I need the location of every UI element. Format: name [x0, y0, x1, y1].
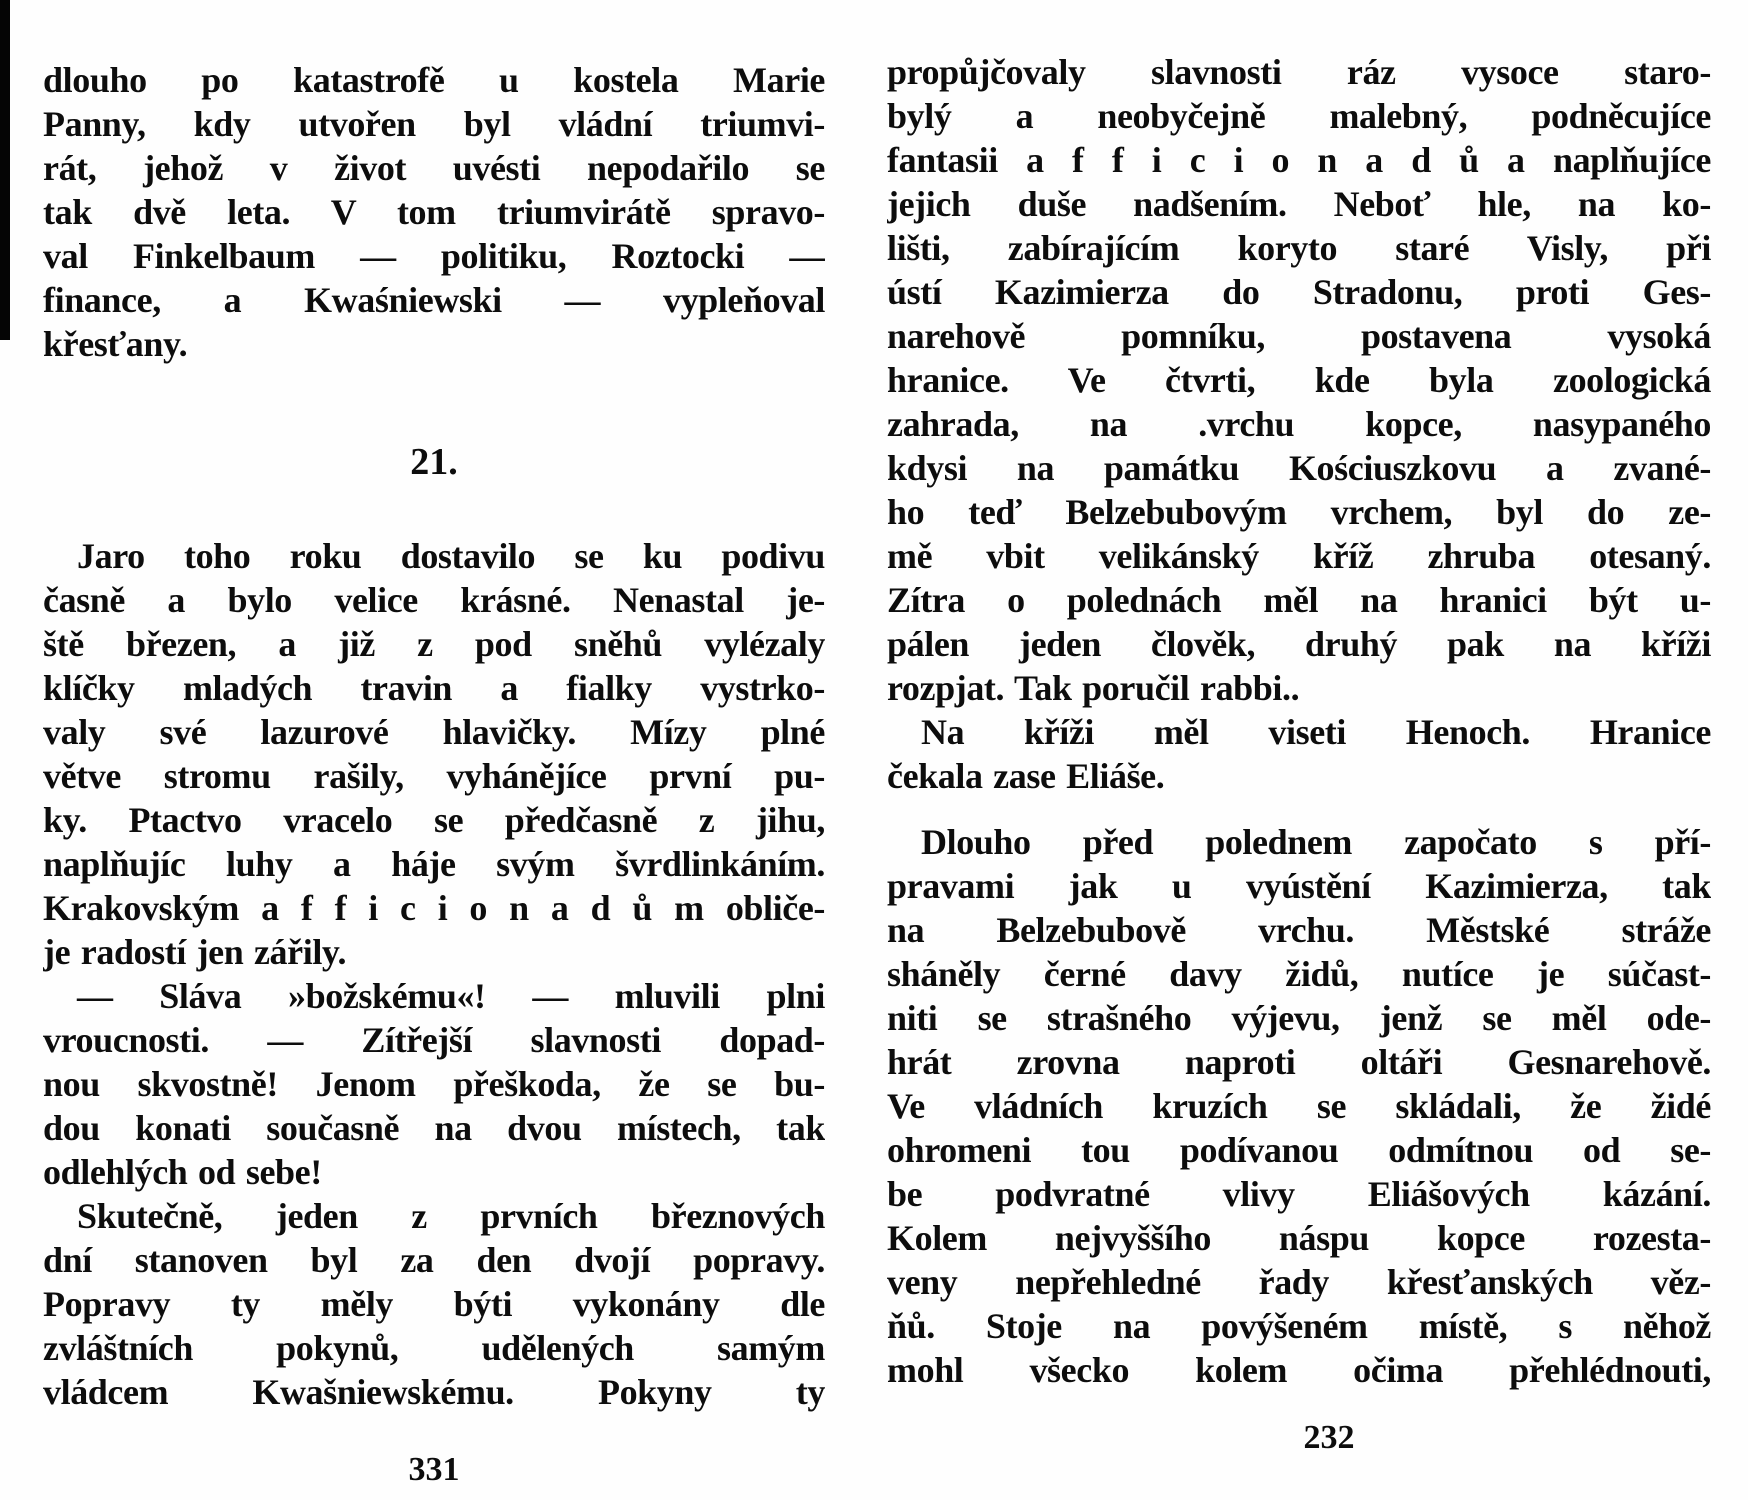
text-line: lišti, zabírajícím koryto staré Visly, při	[887, 228, 1711, 268]
text-line: větve stromu rašily, vyhánějíce první pu-	[43, 756, 825, 796]
text-line: je radostí jen zářily.	[43, 932, 347, 972]
text-line: ohromeni tou podívanou odmítnou od se-	[887, 1130, 1711, 1170]
text-line: bylý a neobyčejně malebný, podněcujíce	[887, 96, 1711, 136]
text-line: tak dvě leta. V tom triumvirátě spravo-	[43, 192, 825, 232]
text-line: fantasii a f f i c i o n a d ů a naplňujíce	[887, 140, 1711, 180]
chapter-heading: 21.	[410, 441, 458, 483]
text-line: be podvratné vlivy Eliášových kázání.	[887, 1174, 1711, 1214]
page-number-left: 331	[408, 1451, 460, 1488]
text-line: pálen jeden člověk, druhý pak na kříži	[887, 624, 1711, 664]
text-line: dní stanoven byl za den dvojí popravy.	[43, 1240, 825, 1280]
text-line: rozpjat. Tak poručil rabbi..	[887, 668, 1300, 708]
paragraph	[43, 534, 825, 974]
paragraph	[887, 50, 1711, 710]
text-line: propůjčovaly slavnosti ráz vysoce staro-	[887, 52, 1711, 92]
page-number-right: 232	[1303, 1419, 1355, 1456]
text-line: vládcem Kwašniewskému. Pokyny ty	[43, 1372, 825, 1412]
text-line: křesťany.	[43, 324, 188, 364]
text-line: Dlouho před polednem započato s pří-	[921, 822, 1711, 862]
left-page-text-top	[43, 58, 825, 366]
text-line: Popravy ty měly býti vykonány dle	[43, 1284, 825, 1324]
text-line: dlouho po katastrofě u kostela Marie	[43, 60, 825, 100]
right-page	[887, 50, 1711, 1460]
text-line: — Sláva »božskému«! — mluvili plni	[77, 976, 825, 1016]
text-line: mohl všecko kolem očima přehlédnouti,	[887, 1350, 1711, 1390]
paragraph	[43, 1194, 825, 1414]
text-line: dou konati současně na dvou místech, tak	[43, 1108, 825, 1148]
text-line: ňů. Stoje na povýšeném místě, s něhož	[887, 1306, 1711, 1346]
text-line: Panny, kdy utvořen byl vládní triumvi-	[43, 104, 825, 144]
text-line: Ve vládních kruzích se skládali, že židé	[887, 1086, 1711, 1126]
text-line: jejich duše nadšením. Neboť hle, na ko-	[887, 184, 1711, 224]
text-line: Kolem nejvyššího náspu kopce rozesta-	[887, 1218, 1711, 1258]
scan-edge-artifact	[0, 0, 10, 340]
text-line: ště březen, a již z pod sněhů vylézaly	[43, 624, 825, 664]
text-line: vroucnosti. — Zítřejší slavnosti dopad-	[43, 1020, 825, 1060]
text-line: na Belzebubově vrchu. Městské stráže	[887, 910, 1711, 950]
text-line: odlehlých od sebe!	[43, 1152, 322, 1192]
text-line: Na kříži měl viseti Henoch. Hranice	[921, 712, 1711, 752]
text-line: zvláštních pokynů, udělených samým	[43, 1328, 825, 1368]
text-line: sháněly černé davy židů, nutíce je súčast-	[887, 954, 1711, 994]
text-line: čekala zase Eliáše.	[887, 756, 1165, 796]
left-page-text-bottom	[43, 534, 825, 1414]
text-line: mě vbit velikánský kříž zhruba otesaný.	[887, 536, 1711, 576]
text-line: narehově pomníku, postavena vysoká	[887, 316, 1711, 356]
text-line: Zítra o polednách měl na hranici být u-	[887, 580, 1711, 620]
text-line: ústí Kazimierza do Stradonu, proti Ges-	[887, 272, 1711, 312]
text-line: Jaro toho roku dostavilo se ku podivu	[77, 536, 825, 576]
text-line: pravami jak u vyústění Kazimierza, tak	[887, 866, 1711, 906]
text-line: rát, jehož v život uvésti nepodařilo se	[43, 148, 825, 188]
text-line: nou skvostně! Jenom přeškoda, že se bu-	[43, 1064, 825, 1104]
text-line: časně a bylo velice krásné. Nenastal je-	[43, 580, 825, 620]
paragraph	[887, 710, 1711, 798]
right-page-text	[887, 50, 1711, 1392]
text-line: ho teď Belzebubovým vrchem, byl do ze-	[887, 492, 1711, 532]
text-line: kdysi na památku Kościuszkovu a zvané-	[887, 448, 1711, 488]
text-line: valy své lazurové hlavičky. Mízy plné	[43, 712, 825, 752]
text-line: finance, a Kwaśniewski — vypleňoval	[43, 280, 825, 320]
text-line: zahrada, na .vrchu kopce, nasypaného	[887, 404, 1711, 444]
paragraph	[43, 58, 825, 366]
text-line: naplňujíc luhy a háje svým švrdlinkáním.	[43, 844, 825, 884]
text-line: niti se strašného výjevu, jenž se měl ode-	[887, 998, 1711, 1038]
paragraph	[43, 974, 825, 1194]
text-line: hranice. Ve čtvrti, kde byla zoologická	[887, 360, 1711, 400]
text-line: klíčky mladých travin a fialky vystrko-	[43, 668, 825, 708]
paragraph	[887, 820, 1711, 1392]
text-line: veny nepřehledné řady křesťanských věz-	[887, 1262, 1711, 1302]
text-line: ky. Ptactvo vracelo se předčasně z jihu,	[43, 800, 825, 840]
left-page	[43, 58, 825, 1492]
text-line: Krakovským a f f i c i o n a d ů m obliče-	[43, 888, 825, 928]
text-line: val Finkelbaum — politiku, Roztocki —	[43, 236, 825, 276]
text-line: hrát zrovna naproti oltáři Gesnarehově.	[887, 1042, 1711, 1082]
text-line: Skutečně, jeden z prvních březnových	[77, 1196, 825, 1236]
